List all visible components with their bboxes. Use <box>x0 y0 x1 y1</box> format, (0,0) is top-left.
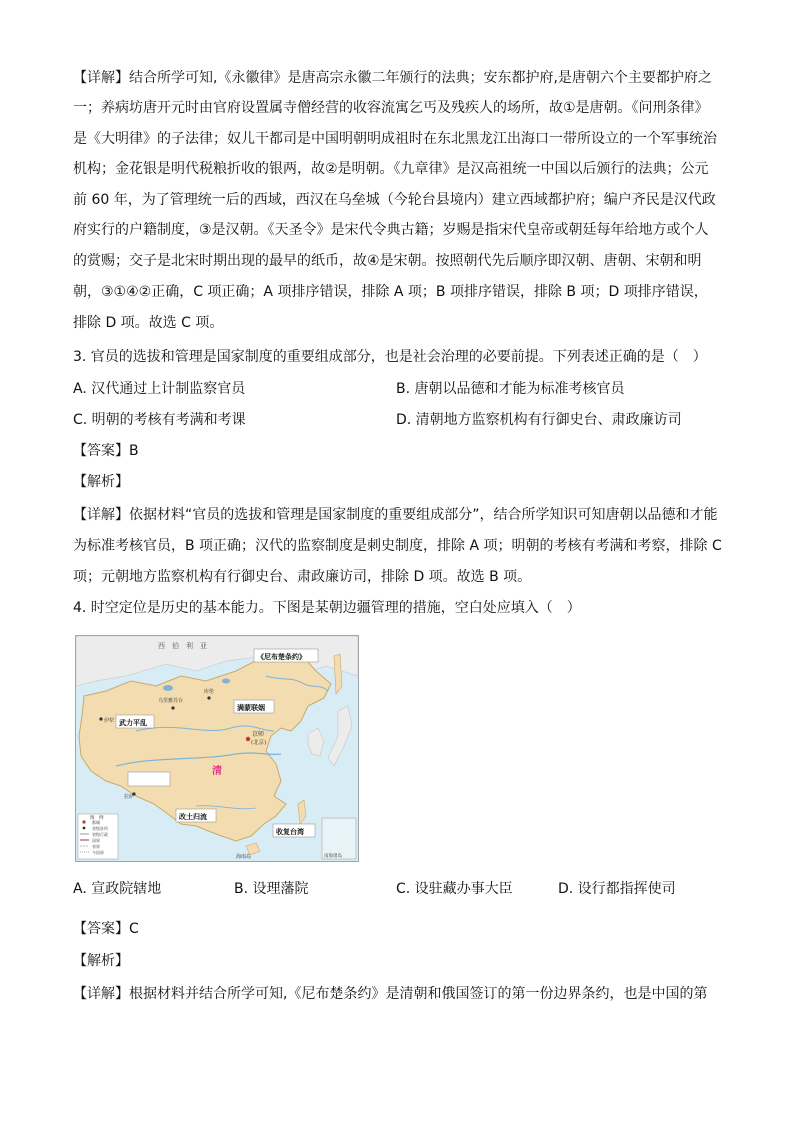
capital-marker <box>246 737 250 741</box>
city-label: 乌里雅苏台 <box>158 698 184 704</box>
text-line: 是《大明律》的子法律；奴儿干都司是中国明朝明成祖时在东北黑龙江出海口一带所设立的一个军事统治 <box>73 131 717 147</box>
south-sea-inset <box>322 818 356 859</box>
legend-swatch <box>83 827 86 830</box>
south-sea-label: 南海诸岛 <box>324 854 342 859</box>
nerchinsk-label: 《尼布楚条约》 <box>257 653 306 661</box>
siberia-label: 西 伯 利 亚 <box>158 642 207 650</box>
text-line: 一；养病坊唐开元时由官府设置属寺僧经营的收容流寓乞丐及残疾人的场所，故①是唐朝。《问刑条律》 <box>73 100 709 116</box>
city-label: 伊犁 <box>104 718 115 724</box>
hainan-label: 海南岛 <box>236 854 252 860</box>
analysis-label: 【解析】 <box>73 474 129 490</box>
text-line: 【详解】依据材料“官员的选拔和管理是国家制度的重要组成部分”，结合所学知识可知唐朝以品德和才能 <box>73 507 718 523</box>
text-line: 机构；金花银是明代税粮折收的银两，故②是明朝。《九章律》是汉高祖统一中国以后颁行的法典；公元 <box>73 161 709 177</box>
option-a: A. 宣政院辖地 <box>73 881 162 897</box>
legend-item: 省级驻所 <box>92 826 108 831</box>
option-d: D. 设行都指挥使司 <box>558 881 676 897</box>
qing-frontier-map <box>75 635 359 862</box>
legend-item: 省界 <box>92 844 100 849</box>
text-line: 项；元朝地方监察机构有行御史台、肃政廉访司，排除 D 项。故选 B 项。 <box>73 569 532 585</box>
text-line: 排除 D 项。故选 C 项。 <box>73 315 224 331</box>
pingluan-label: 武力平乱 <box>119 719 147 727</box>
question-stem: 4. 时空定位是历史的基本能力。下图是某朝边疆管理的措施，空白处应填入（ ） <box>73 600 581 616</box>
legend-title: 图 例 <box>90 816 104 821</box>
legend-item: 都城 <box>92 820 100 825</box>
option-a: A. 汉代通过上计制监察官员 <box>73 381 246 397</box>
text-line: 前 60 年，为了管理统一后的西域，西汉在乌垒城（今轮台县境内）建立西域都护府；编户齐民是汉代政 <box>73 192 716 208</box>
city-marker <box>207 696 210 699</box>
blank-answer-box <box>128 772 170 786</box>
option-c: C. 明朝的考核有考满和考课 <box>73 412 246 428</box>
city-label: 拉萨 <box>124 794 135 800</box>
answer-label: 【答案】C <box>73 921 139 937</box>
text-line: 朝，③①④②正确，C 项正确；A 项排序错误，排除 A 项；B 项排序错误，排除 B 项；D 项排序错误， <box>73 284 708 300</box>
lake <box>222 679 230 684</box>
option-d: D. 清朝地方监察机构有行御史台、肃政廉访司 <box>396 412 682 428</box>
jingshi-label: 京师 <box>252 731 265 738</box>
option-c: C. 设驻藏办事大臣 <box>396 881 513 897</box>
city-marker <box>99 717 102 720</box>
legend-item: 省级行政 <box>92 832 108 837</box>
text-line: 【详解】根据材料并结合所学可知,《尼布楚条约》是清朝和俄国签订的第一份边界条约，也是中国的第 <box>73 986 708 1002</box>
gaitu-label: 改土归流 <box>179 813 207 821</box>
legend-swatch <box>82 820 85 823</box>
text-line: 【详解】结合所学可知,《永徽律》是唐高宗永徽二年颁行的法典；安东都护府,是唐朝六个主要都护府之 <box>73 70 712 86</box>
option-b: B. 唐朝以品德和才能为标准考核官员 <box>396 381 625 397</box>
city-label: 库伦 <box>204 689 215 695</box>
answer-label: 【答案】B <box>73 443 139 459</box>
city-marker <box>171 706 174 709</box>
text-line: 府实行的户籍制度，③是汉朝。《天圣令》是宋代令典古籍；岁赐是指宋代皇帝或朝廷每年给地方或个人 <box>73 222 709 238</box>
beijing-label: (北京) <box>251 740 267 746</box>
legend-item: 国界 <box>92 838 100 843</box>
option-b: B. 设理藩院 <box>234 881 309 897</box>
qing-label: 清 <box>212 766 222 777</box>
taiwan-label: 收复台湾 <box>276 828 304 836</box>
text-line: 的赏赐；交子是北宋时期出现的最早的纸币，故④是宋朝。按照朝代先后顺序即汉朝、唐朝、宋朝和明 <box>73 253 702 269</box>
legend-item: 今国界 <box>92 850 104 855</box>
text-line: 为标准考核官员，B 项正确；汉代的监察制度是刺史制度，排除 A 项；明朝的考核有考满和考察，排除 C <box>73 538 722 554</box>
mongolia-label: 满蒙联姻 <box>237 704 265 712</box>
analysis-label: 【解析】 <box>73 953 129 969</box>
question-stem: 3. 官员的选拔和管理是国家制度的重要组成部分，也是社会治理的必要前提。下列表述正确的是（ ） <box>73 349 707 365</box>
lake <box>163 685 173 691</box>
